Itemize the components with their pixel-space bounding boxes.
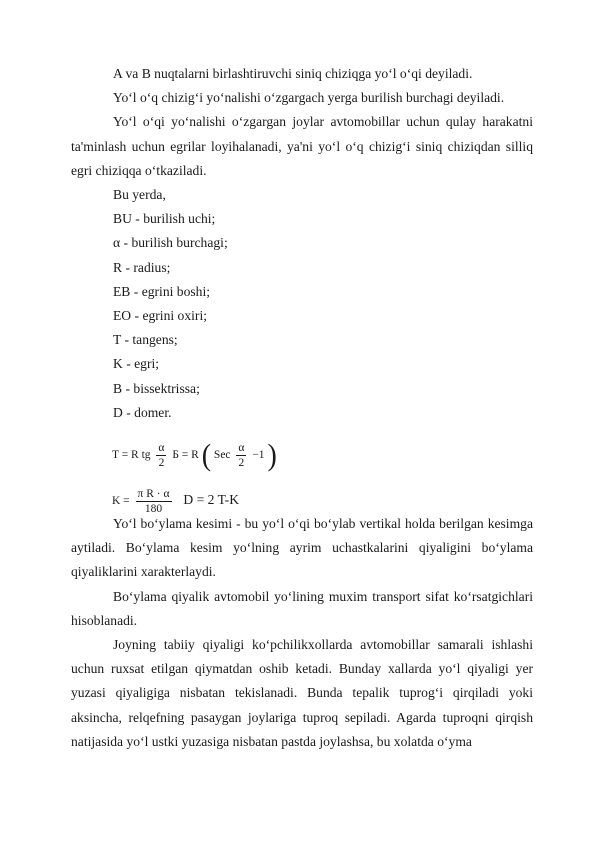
legend-item-k: K - egri;	[113, 356, 160, 372]
fraction-alpha-over-2	[156, 441, 166, 470]
text-block-top	[71, 62, 533, 425]
formula-tangent-bisector	[112, 437, 277, 472]
legend-item-b: B - bissektrissa;	[113, 380, 200, 396]
fraction-denominator: 2	[238, 457, 245, 469]
formula-t-left: T = R tg	[112, 449, 151, 462]
formula-b-left: Б = R	[172, 449, 199, 462]
legend-item-eo: EO - egrini oxiri;	[113, 308, 208, 324]
right-paren: )	[267, 437, 277, 472]
text-block-bottom	[71, 512, 533, 754]
paragraph-longitudinal-section: Yo‘l bo‘ylama kesimi - bu yo‘l o‘qi bo‘ylab vertikal holda berilgan kesimga aytiladi. Bo‘ylama kesim yo‘lning ayrim uchastkalarini qiyaligini bo‘ylama qiyaliklarini xarakterlaydi.	[71, 516, 533, 580]
fraction-denominator: 2	[158, 457, 165, 469]
curve-paragraph: Yo‘l o‘qi yo‘nalishi o‘zgargan joylar avtomobillar uchun qulay harakatni ta'minlash uchun egrilar loyihalanadi, ya'ni yo‘l o‘q chizig‘i siniq chiziqdan silliq egri chiziqqa o‘tkaziladi.	[71, 114, 533, 178]
fraction-alpha-over-2-sec	[236, 441, 246, 470]
paragraph-longitudinal-slope: Bo‘ylama qiyalik avtomobil yo‘lining muxim transport sifat ko‘rsatgichlari hisoblanadi.	[71, 588, 533, 628]
fraction-denominator: 180	[144, 503, 163, 515]
legend-item-bu: BU - burilish uchi;	[113, 211, 216, 227]
left-paren: (	[201, 437, 212, 472]
intro-line-2: Yo‘l o‘q chizig‘i yo‘nalishi o‘zgargach yerga burilish burchagi deyiladi.	[113, 90, 505, 106]
paragraph-natural-slope: Joyning tabiiy qiyaligi ko‘pchilikxollarda avtomobillar samarali ishlashi uchun ruxsat etilgan qiymatdan oshib ketadi. Bunday xallarda yo‘l qiyaligi yer yuzasi qiyaligiga nisbatan tekislanadi. Bunda tepalik tuprog‘i qirqiladi yoki aksincha, relqefning pasaygan joylariga tuproq sepiladi. Agarda tuproqni qirqish natijasida yo‘l ustki yuzasiga nisbatan pastda joylashsa, bu xolatda o‘yma	[71, 637, 533, 749]
formula-k-left: K =	[112, 495, 130, 508]
intro-line-1: A va B nuqtalarni birlashtiruvchi siniq chiziqga yo‘l o‘qi deyiladi.	[113, 66, 473, 81]
formula-sec: Sec	[213, 449, 231, 462]
legend-item-t: T - tangens;	[113, 332, 178, 348]
legend-item-eb: EB - egrini boshi;	[113, 283, 211, 299]
legend-title: Bu yerda,	[113, 187, 166, 203]
legend-item-r: R - radius;	[113, 259, 171, 275]
fraction-numerator: π R · α	[137, 488, 170, 500]
fraction-numerator: α	[158, 442, 165, 454]
legend-item-alpha: α - burilish burchagi;	[113, 235, 228, 251]
formula-d-expr: D = 2 T-K	[183, 492, 240, 508]
legend-item-d: D - domer.	[113, 404, 172, 420]
formula-minus-one: −1	[252, 449, 265, 462]
fraction-numerator: α	[238, 442, 245, 454]
